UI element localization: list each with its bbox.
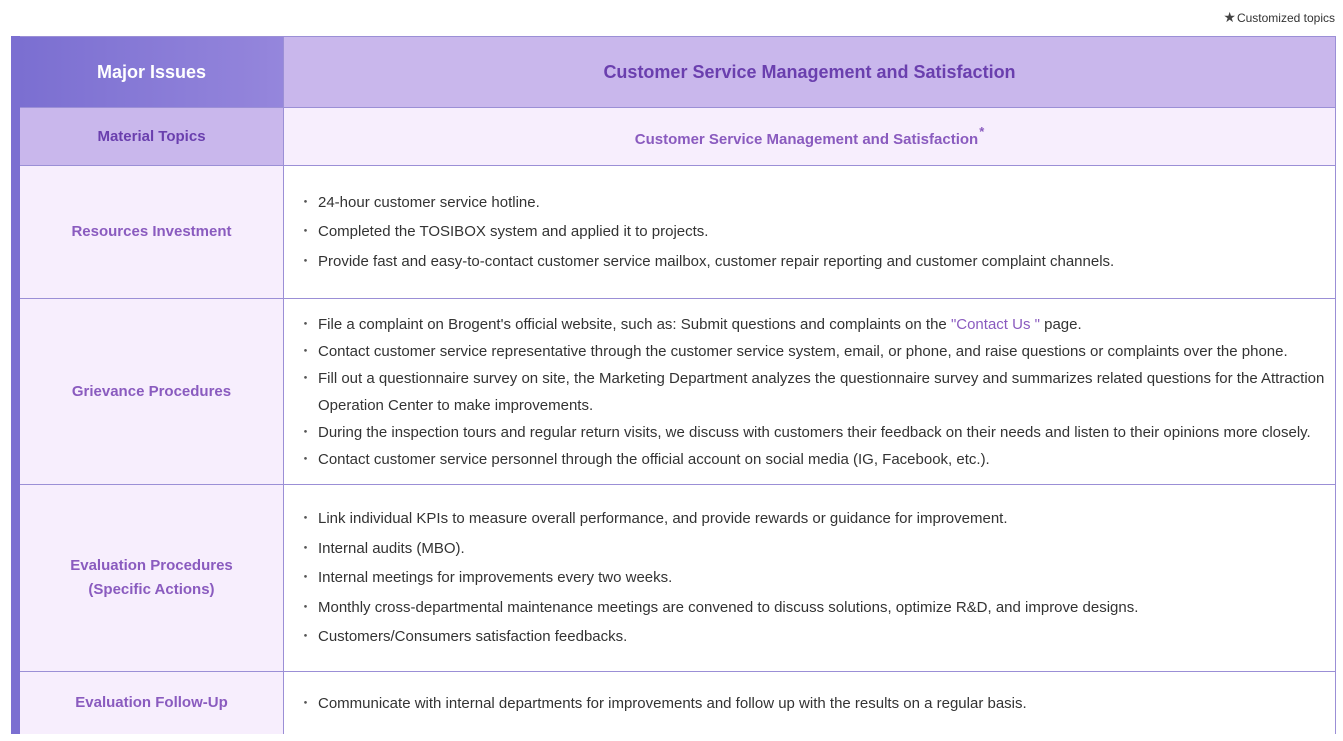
row-label-evaluation-follow-up: Evaluation Follow-Up <box>20 672 284 734</box>
star-icon: ★ <box>1223 9 1236 25</box>
row-content <box>284 672 1336 734</box>
list-item: ・ Completed the TOSIBOX system and applied it to projects. <box>302 217 1335 247</box>
list-item: ・ Provide fast and easy-to-contact customer service mailbox, customer repair reporting and customer complaint channels. <box>302 247 1335 277</box>
row-label-line: (Specific Actions) <box>88 581 215 598</box>
list-item: ・ Fill out a questionnaire survey on site, the Marketing Department analyzes the questionnaire survey and summarizes related questions for the Attraction Operation Center to make improvements. <box>302 365 1335 419</box>
list-item: ・ 24-hour customer service hotline. <box>302 188 1335 218</box>
list-item: ・ Communicate with internal departments for improvements and follow up with the results on a regular basis. <box>302 690 1335 717</box>
list-item-text: File a complaint on Brogent's official website, such as: Submit questions and complaints on the <box>318 315 951 333</box>
list-item: ・ Monthly cross-departmental maintenance meetings are convened to discuss solutions, optimize R&D, and improve designs. <box>302 593 1335 623</box>
list-item <box>302 311 1335 338</box>
material-topic-table <box>11 36 1336 734</box>
material-topics-row <box>20 108 1336 166</box>
bullet-list <box>302 188 1335 277</box>
row-content <box>284 299 1336 484</box>
list-item: ・ Internal audits (MBO). <box>302 534 1335 564</box>
table-row <box>20 672 1336 734</box>
row-label-evaluation-procedures <box>20 485 284 671</box>
material-topics-cell <box>284 108 1336 165</box>
material-topics-label: Material Topics <box>20 108 284 165</box>
table-row <box>20 166 1336 299</box>
major-issues-label: Major Issues <box>20 37 284 107</box>
row-label-resources-investment: Resources Investment <box>20 166 284 298</box>
bullet-list <box>302 311 1335 473</box>
list-item: ・ Link individual KPIs to measure overall performance, and provide rewards or guidance for improvement. <box>302 504 1335 534</box>
bullet-list <box>302 504 1335 652</box>
row-label-grievance-procedures: Grievance Procedures <box>20 299 284 484</box>
row-content <box>284 485 1336 671</box>
list-item: ・ During the inspection tours and regular return visits, we discuss with customers their feedback on their needs and listen to their opinions more closely. <box>302 419 1335 446</box>
legend-text: Customized topics <box>1236 11 1335 25</box>
contact-us-link[interactable]: "Contact Us " <box>950 315 1040 333</box>
list-item: ・ Contact customer service personnel through the official account on social media (IG, Facebook, etc.). <box>302 446 1335 473</box>
list-item-text: page. <box>1039 315 1082 333</box>
table-row <box>20 299 1336 485</box>
list-item: ・ Internal meetings for improvements every two weeks. <box>302 563 1335 593</box>
list-item: ・ Customers/Consumers satisfaction feedbacks. <box>302 622 1335 652</box>
row-label-line: Evaluation Procedures <box>70 557 233 574</box>
list-item: ・ Contact customer service representative through the customer service system, email, or phone, and raise questions or complaints over the phone. <box>302 338 1335 365</box>
major-issues-value: Customer Service Management and Satisfaction <box>284 37 1336 107</box>
customized-mark: * <box>979 123 985 139</box>
bullet-list <box>302 690 1335 717</box>
table-row <box>20 485 1336 672</box>
row-content <box>284 166 1336 298</box>
table-header-row <box>20 36 1336 108</box>
legend <box>1223 9 1335 26</box>
material-topics-value: Customer Service Management and Satisfaction <box>634 130 979 148</box>
